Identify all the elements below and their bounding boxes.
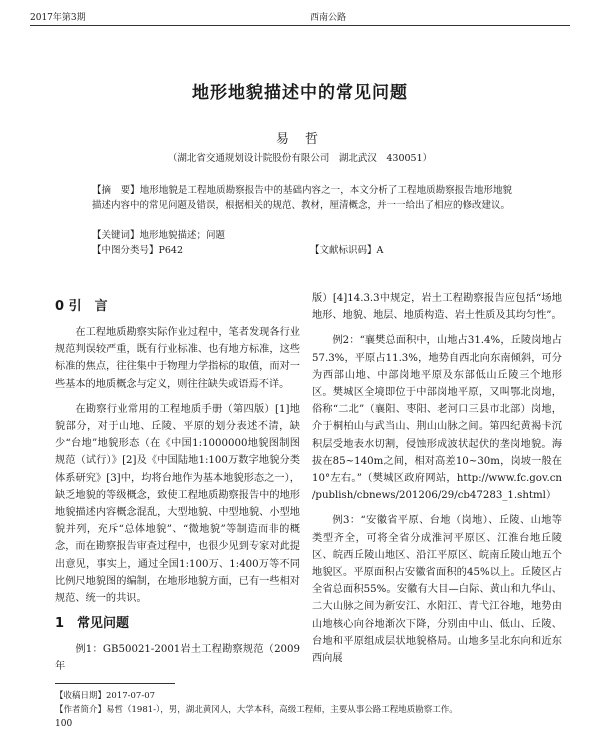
affiliation: （湖北省交通规划设计院股份有限公司 湖北武汉 430051） bbox=[167, 153, 433, 164]
issue-label: 2017年第3期 bbox=[30, 13, 86, 23]
right-column bbox=[312, 290, 562, 667]
footnote-received: 【收稿日期】2017-07-07 bbox=[55, 691, 156, 701]
running-header bbox=[30, 8, 570, 24]
footnote-rule bbox=[55, 683, 175, 684]
section-heading-problems: 1 常见问题 bbox=[55, 616, 130, 632]
section-heading-intro: 0 引 言 bbox=[55, 299, 108, 314]
paragraph: 例1：GB50021-2001岩土工程勘察规范（2009年 bbox=[55, 644, 300, 673]
classification-code: 【中图分类号】P642 bbox=[92, 245, 184, 256]
keywords: 【关键词】地形地貌描述；问题 bbox=[92, 230, 226, 241]
paragraph: 在工程地质勘察实际作业过程中，笔者发现各行业规范判误较严重，既有行业标准、也有地方标准，这些标准的焦点，往往集中于物理力学指标的取值，而对一些基本的地质概念与定义，则往往缺失或语焉不详。 bbox=[55, 327, 300, 390]
left-column bbox=[55, 290, 300, 676]
header-rule bbox=[30, 25, 570, 26]
abstract: 【摘 要】地形地貌是工程地质勘察报告中的基础内容之一，本文分析了工程地质勘察报告地形地貌描述内容中的常见问题及错误，根据相关的规范、教材，厘清概念，并一一给出了相应的修改建议。 bbox=[92, 185, 512, 211]
footnote-author-bio: 【作者简介】易哲（1981-），男，湖北黄冈人，大学本科，高级工程师，主要从事公路工程地质勘察工作。 bbox=[55, 705, 458, 715]
page-number: 100 bbox=[55, 719, 73, 729]
paragraph: 例3：“安徽省平原、台地（岗地）、丘陵、山地等类型齐全，可将全省分成淮河平原区、江淮台地丘陵区、皖西丘陵山地区、沿江平原区、皖南丘陵山地五个地貌区。平原面积占安徽省面积的45%以上。丘陵区占全省总面积55%。安徽有大目—白际、黄山和九华山、二大山脉之间为新安江、水阳江、青弋江谷地，地势由山地核心向谷地渐次下降，分别由中山、低山、丘陵、台地和平原组成层状地貌格局。山地多呈北东向和近东西向展 bbox=[312, 515, 562, 665]
author-name: 易 哲 bbox=[275, 132, 325, 147]
paper-title: 地形地貌描述中的常见问题 bbox=[192, 83, 408, 103]
paragraph: 版）[4]14.3.3中规定，岩土工程勘察报告应包括“场地地形、地貌、地层、地质构造、岩土性质及其均匀性”。 bbox=[312, 293, 562, 322]
document-code: 【文献标识码】A bbox=[310, 245, 384, 256]
paragraph: 例2：“襄樊总面积中，山地占31.4%，丘陵岗地占57.3%，平原占11.3%，地势自西北向东南倾斜，可分为西部山地、中部岗地平原及东部低山丘陵三个地形区。樊城区全境即位于中部岗地平原，又叫鄂北岗地，俗称“二北”（襄阳、枣阳、老河口三县市北部）岗地，介于桐柏山与武当山、荆山山脉之间。第四纪黄褐卡沉积层受地表水切割，侵蚀形成波状起伏的垄岗地貌。海拔在85~140m之间，相对高差10~30m，岗坡一般在10°左右。”（樊城区政府网站，http://www.fc.gov.cn /publish/cbnews/201206/29/cb47283_1.shtml） bbox=[312, 335, 562, 502]
paragraph: 在勘察行业常用的工程地质手册（第四版）[1]地貌部分，对于山地、丘陵、平原的划分表述不清，缺少“台地”地貌形态（在《中国1:1000000地貌图制图规范（试行）》[2]及《中国陆地1:100万数字地貌分类体系研究》[3]中，均将台地作为基本地貌形态之一），缺乏地貌的等级概念，致使工程地质勘察报告中的地形地貌描述内容概念混乱，大型地貌、中型地貌、小型地貌并列，充斥“总体地貌”、“微地貌”等制造而非的概念，而在勘察报告审查过程中，也很少见到专家对此提出意见，事实上，通过全国1:100万、1:400万等不同比例尺地貌图的编制，在地形地貌方面，已有一些相对规范、统一的共识。 bbox=[55, 403, 300, 605]
journal-name: 西南公路 bbox=[310, 13, 347, 23]
